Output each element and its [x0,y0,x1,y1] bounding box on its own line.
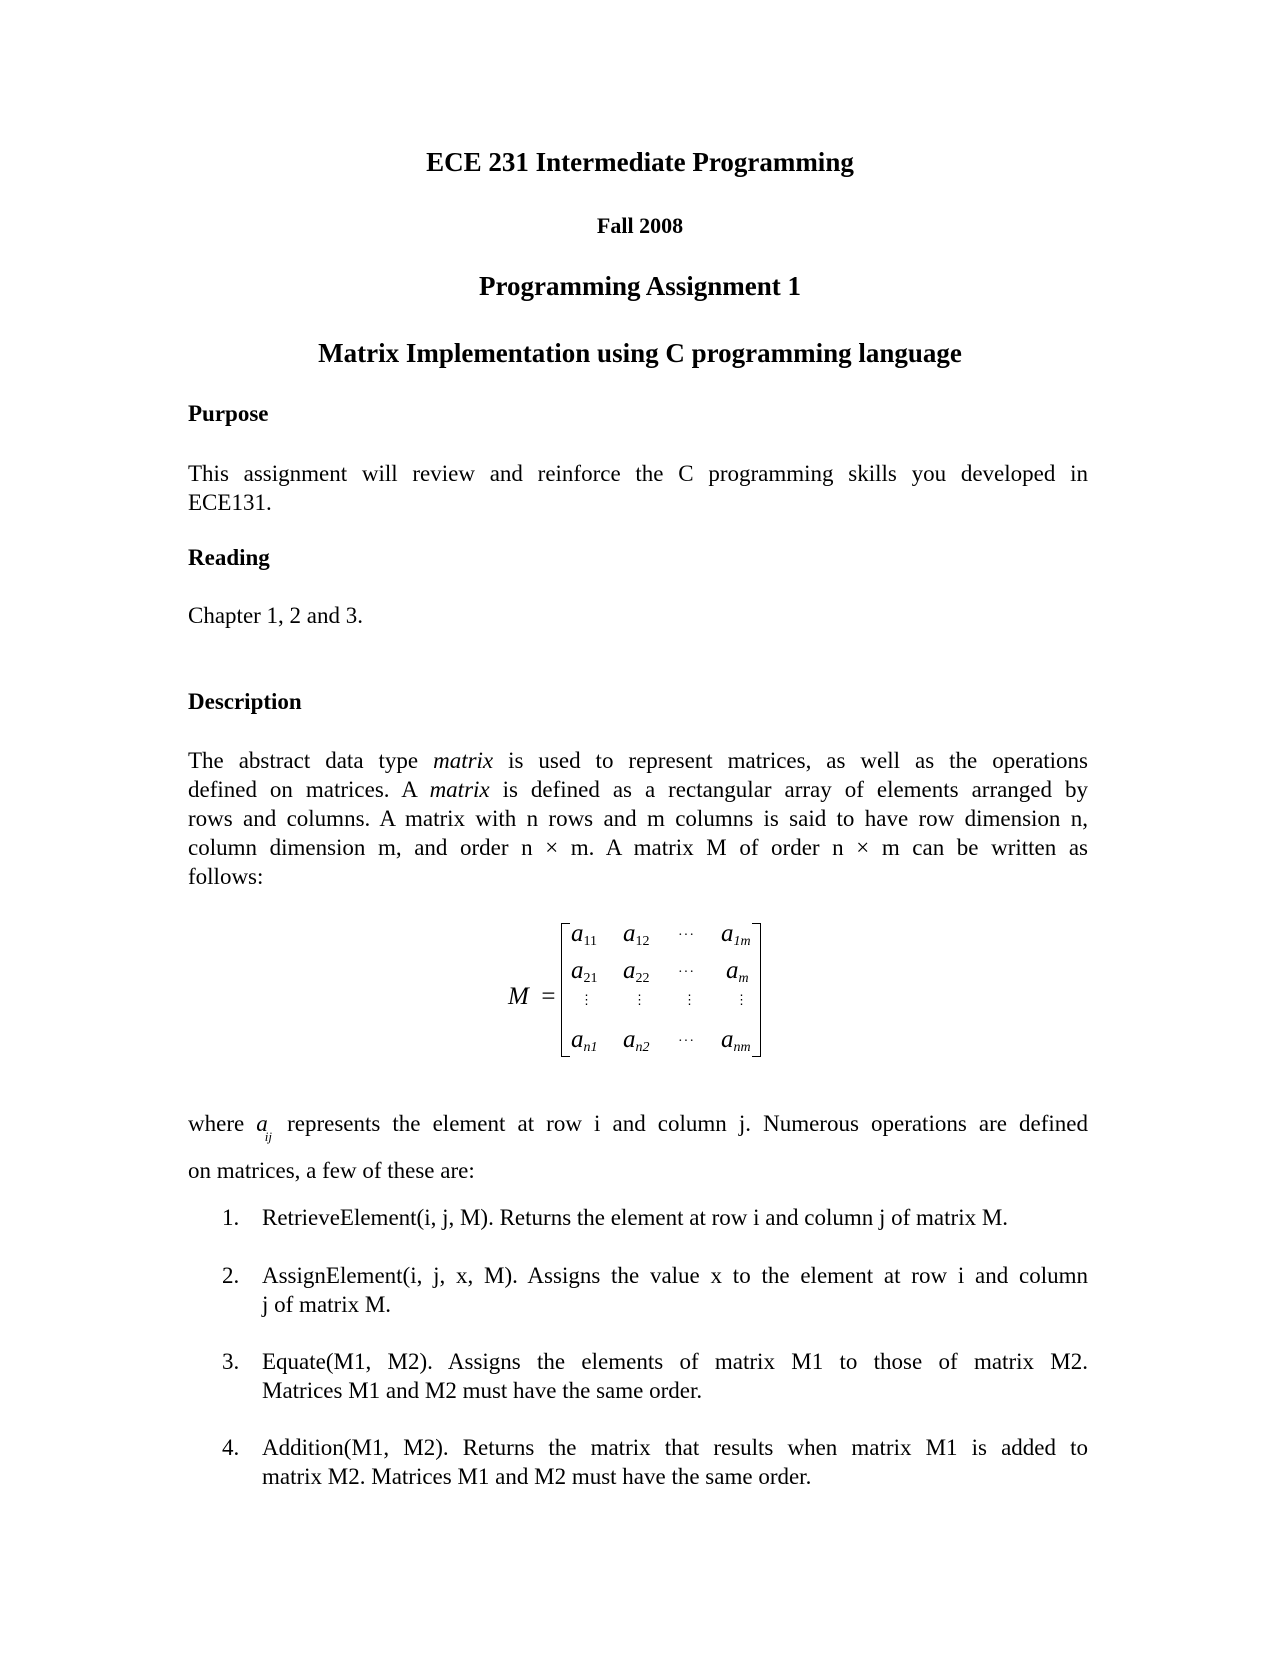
description-paragraph [188,746,1088,891]
element-definition-line-2: on matrices, a few of these are: [188,1157,475,1183]
matrix-element: $a_{21}$ [571,957,598,986]
inline-variable: $a_{ij}$ [256,1111,273,1144]
purpose-line-2: ECE131. [188,490,272,515]
assignment-title: Programming Assignment 1 [479,271,801,301]
matrix-label: M = [508,983,556,1010]
matrix-element: $a_{n1}$ [571,1026,598,1055]
description-line-2: defined on matrices. A matrix is defined as a rectangular array of elements arranged by [188,777,1088,802]
matrix-element: $a_{1m}$ [721,920,751,949]
matrix-vdots: ⋮ [683,992,696,1007]
matrix-right-bracket [752,923,761,1057]
matrix-element: $a_{n2}$ [623,1026,650,1055]
matrix-element: $a_{22}$ [623,957,650,986]
purpose-heading: Purpose [188,401,269,426]
matrix-element: $a_m$ [726,957,749,986]
matrix-element: $a_{nm}$ [721,1026,751,1055]
term: Fall 2008 [596,213,684,238]
element-definition-line-1: where $a_{ij}$ represents the element at row i and column j. Numerous operations are defined [188,1111,1088,1144]
description-line-1: The abstract data type matrix is used to represent matrices, as well as the operations [188,748,1089,773]
matrix-vdots: ⋮ [735,992,748,1007]
matrix-element: $a_{12}$ [623,920,650,949]
matrix-hdots: ··· [678,928,695,943]
matrix-vdots: ⋮ [633,992,646,1007]
course-title: ECE 231 Intermediate Programming [426,147,854,177]
description-line-3: rows and columns. A matrix with n rows and m columns is said to have row dimension n, [188,806,1088,831]
description-heading: Description [188,689,302,714]
assignment-topic: Matrix Implementation using C programming language [318,338,962,368]
purpose-line-1: This assignment will review and reinforce the C programming skills you developed in [188,461,1088,486]
matrix-hdots: ··· [678,1034,695,1049]
description-line-4: column dimension m, and order n × m. A matrix M of order n × m can be written as [188,835,1088,860]
element-definition-paragraph [188,1105,1088,1190]
purpose-paragraph [188,459,1088,517]
emphasis-matrix: matrix [433,748,494,773]
emphasis-matrix: matrix [429,777,490,802]
matrix-hdots: ··· [678,965,695,980]
reading-text: Chapter 1, 2 and 3. [188,603,364,628]
reading-heading: Reading [188,545,270,570]
matrix-left-bracket [561,923,570,1057]
matrix-vdots: ⋮ [580,992,593,1007]
matrix-element: $a_{11}$ [571,920,597,949]
description-line-5: follows: [188,864,264,889]
